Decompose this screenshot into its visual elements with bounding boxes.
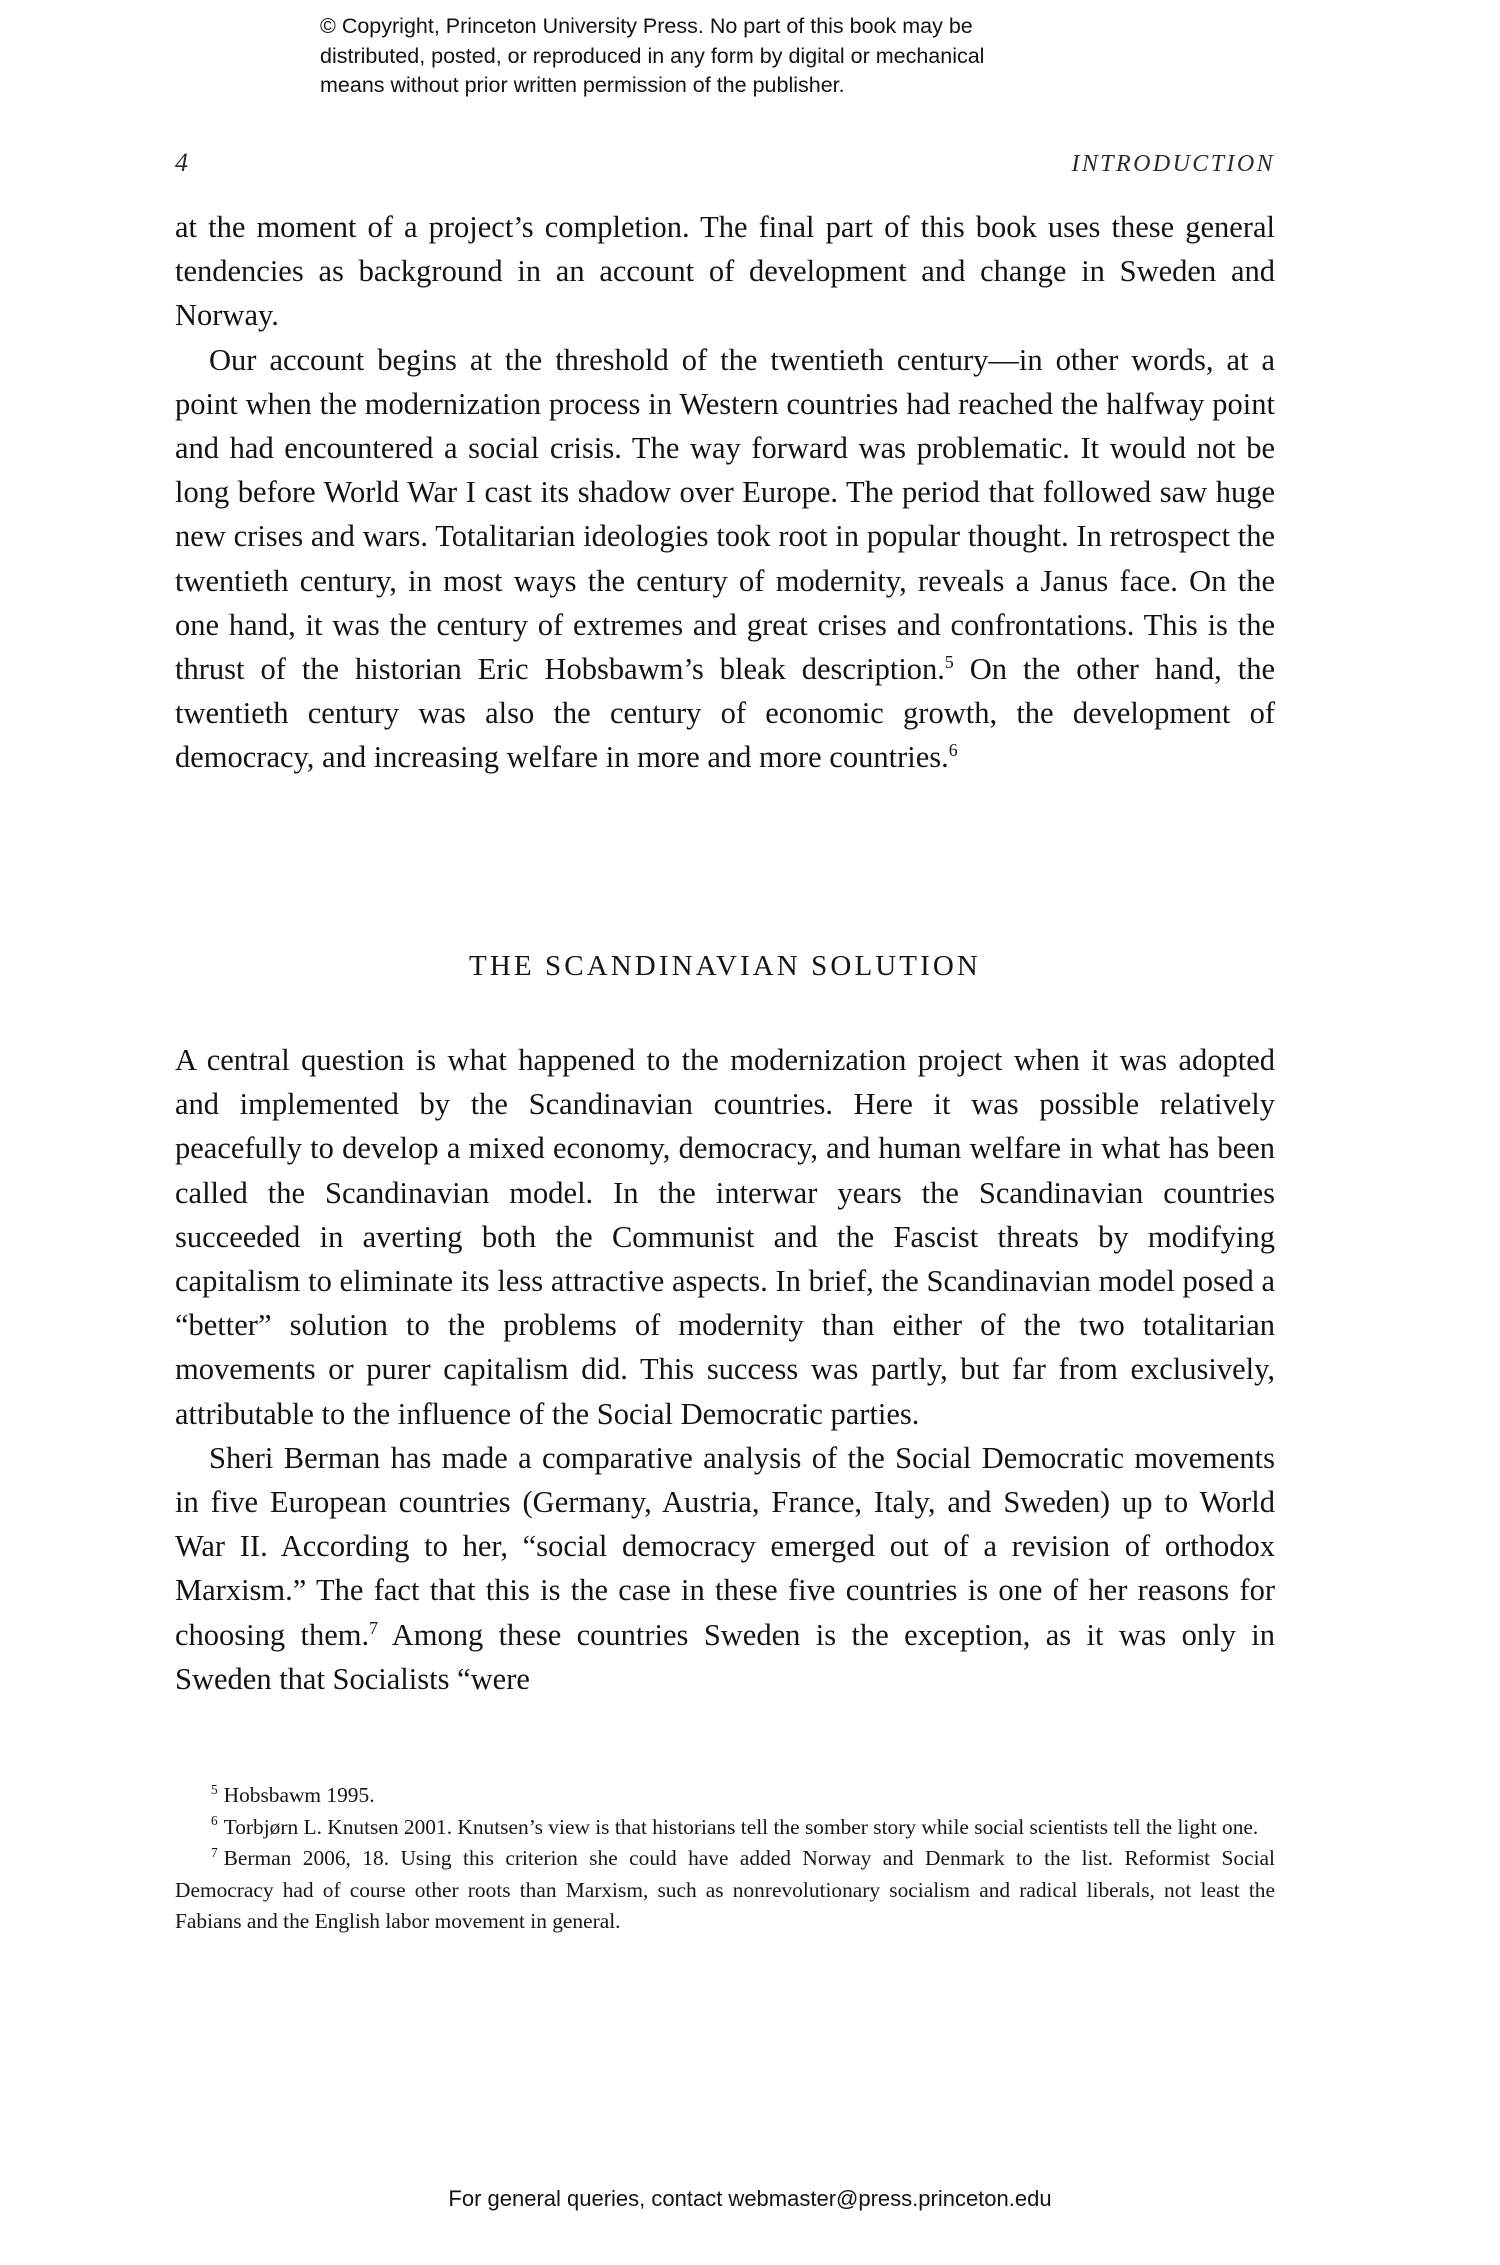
footnote-number: 6 bbox=[211, 1813, 218, 1829]
footnote-number: 5 bbox=[211, 1781, 218, 1797]
footnote-marker-6[interactable]: 6 bbox=[948, 740, 958, 761]
running-head bbox=[175, 148, 1275, 178]
section-heading: THE SCANDINAVIAN SOLUTION bbox=[469, 950, 981, 982]
footnote-marker-5[interactable]: 5 bbox=[944, 652, 954, 673]
paragraph-text-b: Among these countries Sweden is the exception, as it was only in Sweden that Socialists “were bbox=[175, 1617, 1276, 1696]
footnote-item bbox=[175, 1780, 1275, 1812]
copyright-line-3: means without prior written permission of the publisher. bbox=[320, 73, 845, 98]
paragraph-continued: at the moment of a project’s completion. The final part of this book uses these general tendencies as background in an account of development and change in Sweden and Norway. bbox=[175, 210, 1275, 333]
footnote-number: 7 bbox=[211, 1844, 218, 1860]
page-number: 4 bbox=[175, 148, 189, 177]
paragraph-text-a: Sheri Berman has made a comparative analysis of the Social Democratic movements in five European countries (Germany, Austria, France, Italy, and Sweden) up to World War II. According to her, “social democracy emerged out of a revision of orthodox Marxism.” The fact that this is the case in these five countries is one of her reasons for choosing them. bbox=[175, 1440, 1275, 1652]
footnotes-block bbox=[175, 1780, 1275, 1938]
copyright-line-1: © Copyright, Princeton University Press. No part of this book may be bbox=[320, 14, 973, 38]
footnote-marker-7[interactable]: 7 bbox=[369, 1617, 378, 1638]
paragraph-text-a: Our account begins at the threshold of the twentieth century—in other words, at a point when the modernization process in Western countries had reached the halfway point and had encountered a social crisis. The way forward was problematic. It would not be long before World War I cast its shadow over Europe. The period that followed saw huge new crises and wars. Totalitarian ideologies took root in popular thought. In retrospect the twentieth century, in most ways the century of modernity, reveals a Janus face. On the one hand, it was the century of extremes and great crises and confrontations. This is the thrust of the historian Eric Hobsbawm’s bleak description. bbox=[175, 342, 1275, 687]
paragraph-central-question: A central question is what happened to the modernization project when it was adopted and implemented by the Scandinavian countries. Here it was possible relatively peacefully to develop a mixed economy, democracy, and human welfare in what has been called the Scandinavian model. In the interwar years the Scandinavian countries succeeded in averting both the Communist and the Fascist threats by modifying capitalism to eliminate its less attractive aspects. In brief, the Scandinavian model posed a “better” solution to the problems of modernity than either of the two totalitarian movements or purer capitalism did. This success was partly, but far from exclusively, attributable to the influence of the Social Democratic parties. bbox=[175, 1043, 1275, 1431]
paragraph-our-account bbox=[175, 338, 1275, 780]
body-text-block-lower bbox=[175, 1038, 1275, 1701]
footnote-item bbox=[175, 1812, 1275, 1844]
footnote-text: Hobsbawm 1995. bbox=[223, 1783, 375, 1807]
body-text-block-upper bbox=[175, 205, 1275, 780]
footnote-text: Berman 2006, 18. Using this criterion she could have added Norway and Denmark to the list. Reformist Social Democracy had of course other roots than Marxism, such as nonrevolutionary socialism and radical liberals, not least the Fabians and the English labor movement in general. bbox=[175, 1846, 1275, 1933]
running-head-title: INTRODUCTION bbox=[1071, 151, 1275, 177]
copyright-line-2: distributed, posted, or reproduced in any form by digital or mechanical bbox=[320, 43, 985, 68]
footnote-text: Torbjørn L. Knutsen 2001. Knutsen’s view is that historians tell the somber story while social scientists tell the light one. bbox=[223, 1814, 1259, 1839]
copyright-notice bbox=[320, 12, 1180, 101]
paragraph-sheri-berman bbox=[175, 1436, 1275, 1701]
paragraph-text-b: On the other hand, the twentieth century was also the century of economic growth, the development of democracy, and increasing welfare in more and more countries. bbox=[175, 652, 1275, 775]
page-footer: For general queries, contact webmaster@press.princeton.edu bbox=[448, 2186, 1052, 2211]
footnote-item bbox=[175, 1843, 1275, 1938]
